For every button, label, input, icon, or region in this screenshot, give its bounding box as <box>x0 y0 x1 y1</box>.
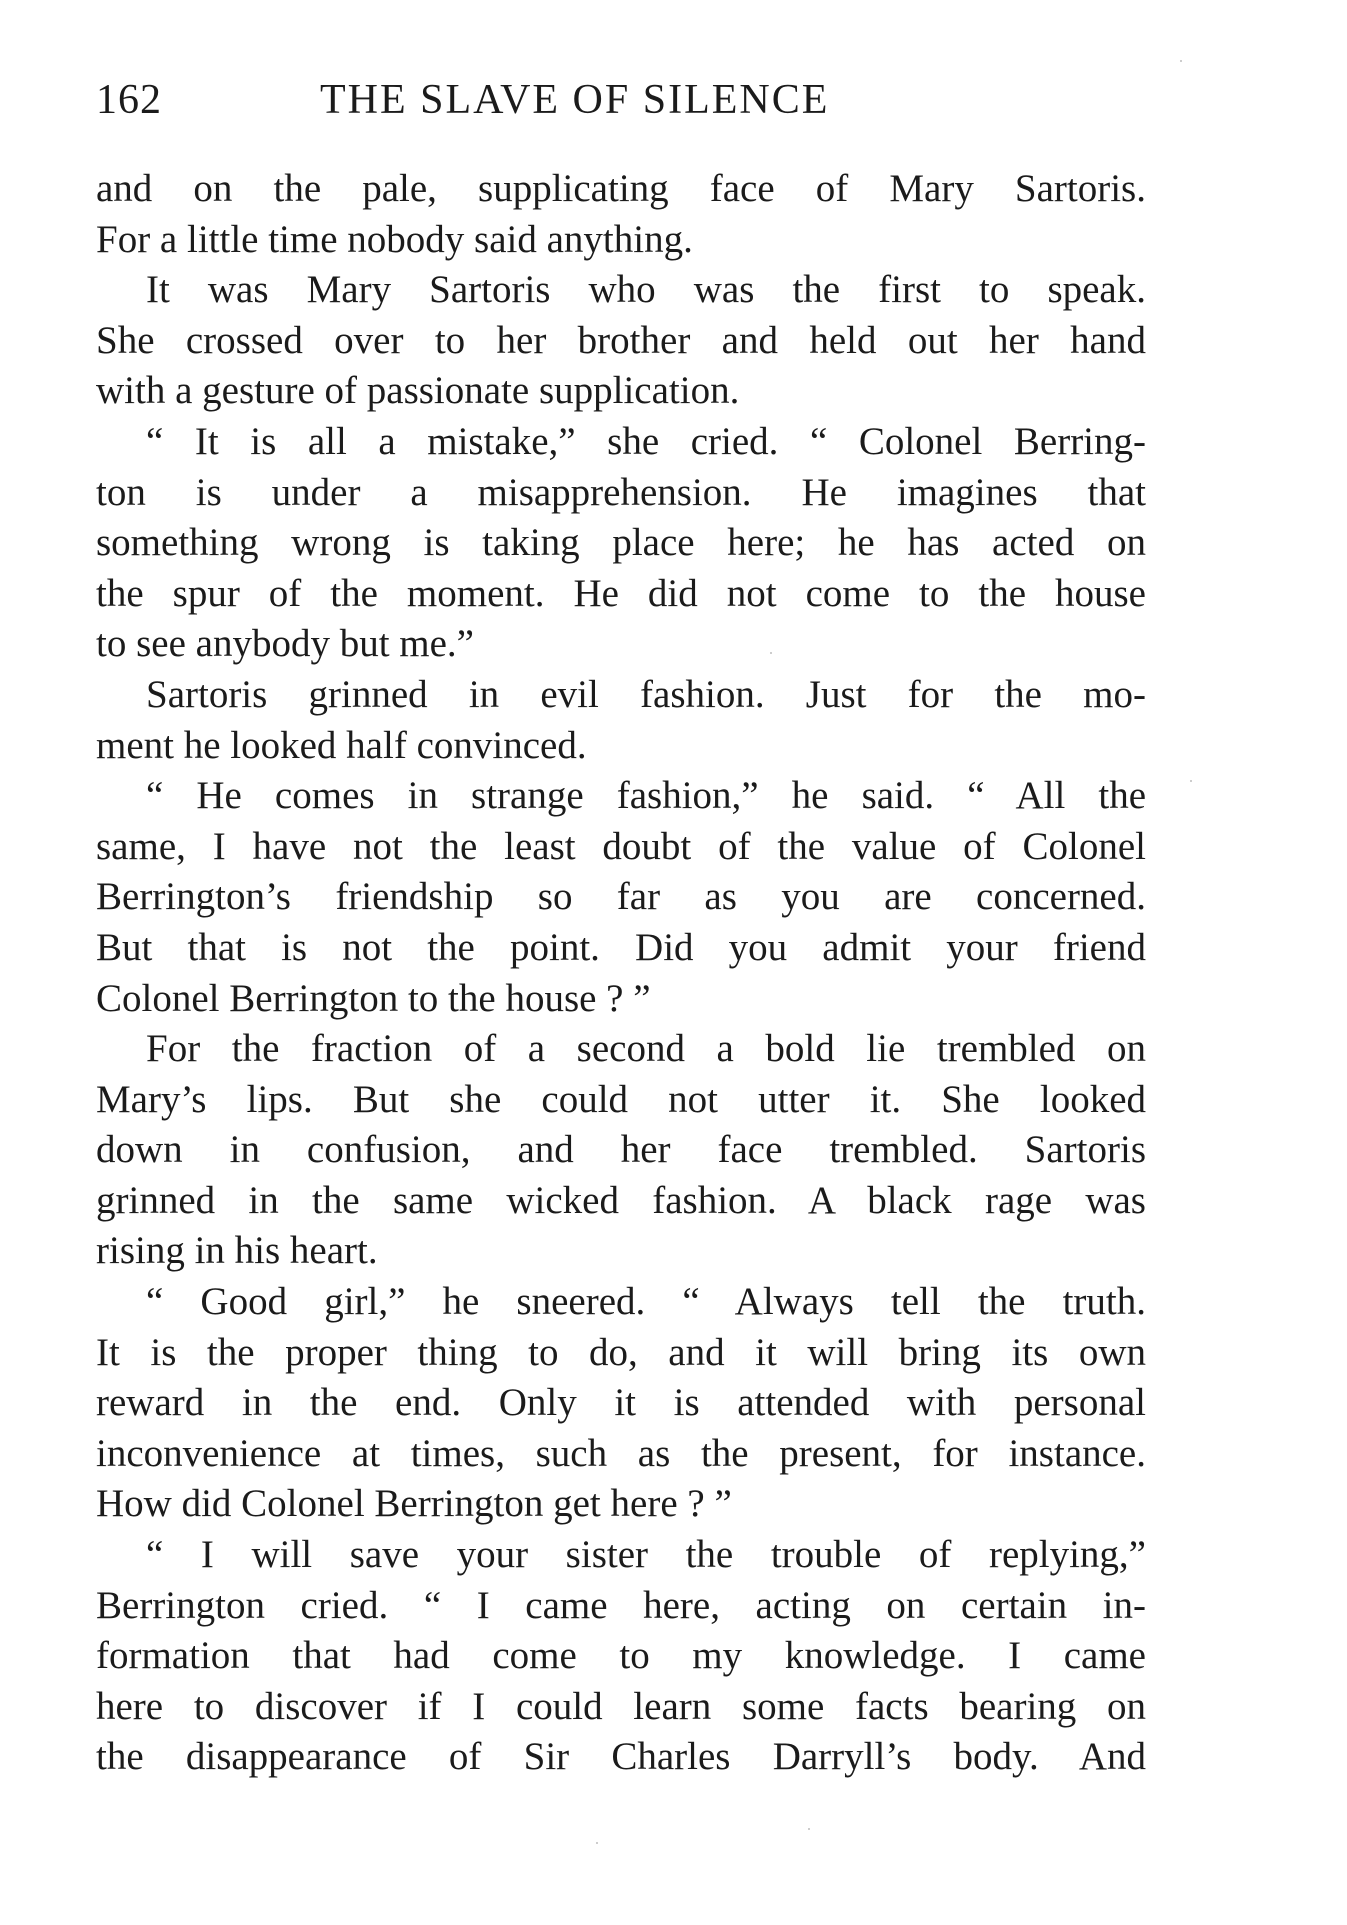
text-line: “ He comes in strange fashion,” he said. “ All the <box>146 774 1146 818</box>
text-line: Sartoris grinned in evil fashion. Just for the mo- <box>146 672 1146 716</box>
text-line: here to discover if I could learn some facts bearing on <box>96 1684 1146 1728</box>
text-line: the spur of the moment. He did not come to the house <box>96 571 1146 615</box>
text-line: to see anybody but me.” <box>96 622 474 666</box>
text-line: and on the pale, supplicating face of Mary Sartoris. <box>96 167 1146 210</box>
text-line: For the fraction of a second a bold lie trembled on <box>146 1027 1146 1071</box>
text-line: inconvenience at times, such as the present, for instance. <box>96 1431 1146 1475</box>
text-line: “ I will save your sister the trouble of replying,” <box>146 1533 1146 1577</box>
text-line: Colonel Berrington to the house ? ” <box>96 976 651 1020</box>
print-speck <box>596 1842 598 1844</box>
text-line: Berrington’s friendship so far as you are concerned. <box>96 875 1146 919</box>
body-text <box>96 164 1146 1783</box>
text-line: grinned in the same wicked fashion. A black rage was <box>96 1178 1146 1222</box>
text-line: For a little time nobody said anything. <box>96 217 693 261</box>
text-line: the disappearance of Sir Charles Darryll’s body. And <box>96 1735 1146 1779</box>
text-line: ton is under a misapprehension. He imagines that <box>96 470 1146 514</box>
text-line: rising in his heart. <box>96 1229 378 1273</box>
text-line: down in confusion, and her face trembled. Sartoris <box>96 1128 1146 1172</box>
text-line: same, I have not the least doubt of the value of Colonel <box>96 824 1146 868</box>
text-line: How did Colonel Berrington get here ? ” <box>96 1482 732 1526</box>
text-line: something wrong is taking place here; he has acted on <box>96 521 1146 565</box>
text-line: “ It is all a mistake,” she cried. “ Colonel Berring- <box>146 419 1146 463</box>
page-number: 162 <box>96 77 162 123</box>
text-line: It is the proper thing to do, and it will bring its own <box>96 1330 1146 1374</box>
text-line: It was Mary Sartoris who was the first to speak. <box>146 268 1146 312</box>
running-title: THE SLAVE OF SILENCE <box>320 77 830 123</box>
print-speck <box>770 652 772 654</box>
text-line: with a gesture of passionate supplication. <box>96 369 740 413</box>
text-line: Berrington cried. “ I came here, acting on certain in- <box>96 1583 1146 1627</box>
text-line: Mary’s lips. But she could not utter it. She looked <box>96 1077 1146 1121</box>
text-line: But that is not the point. Did you admit your friend <box>96 925 1146 969</box>
print-speck <box>808 1828 810 1830</box>
running-head <box>96 70 1146 130</box>
text-line: formation that had come to my knowledge. I came <box>96 1634 1146 1678</box>
print-speck <box>1190 780 1192 782</box>
text-line: ment he looked half convinced. <box>96 723 587 767</box>
text-line: She crossed over to her brother and held out her hand <box>96 318 1146 362</box>
text-line: reward in the end. Only it is attended with personal <box>96 1381 1146 1425</box>
text-line: “ Good girl,” he sneered. “ Always tell the truth. <box>146 1280 1146 1324</box>
print-speck <box>1180 60 1182 62</box>
